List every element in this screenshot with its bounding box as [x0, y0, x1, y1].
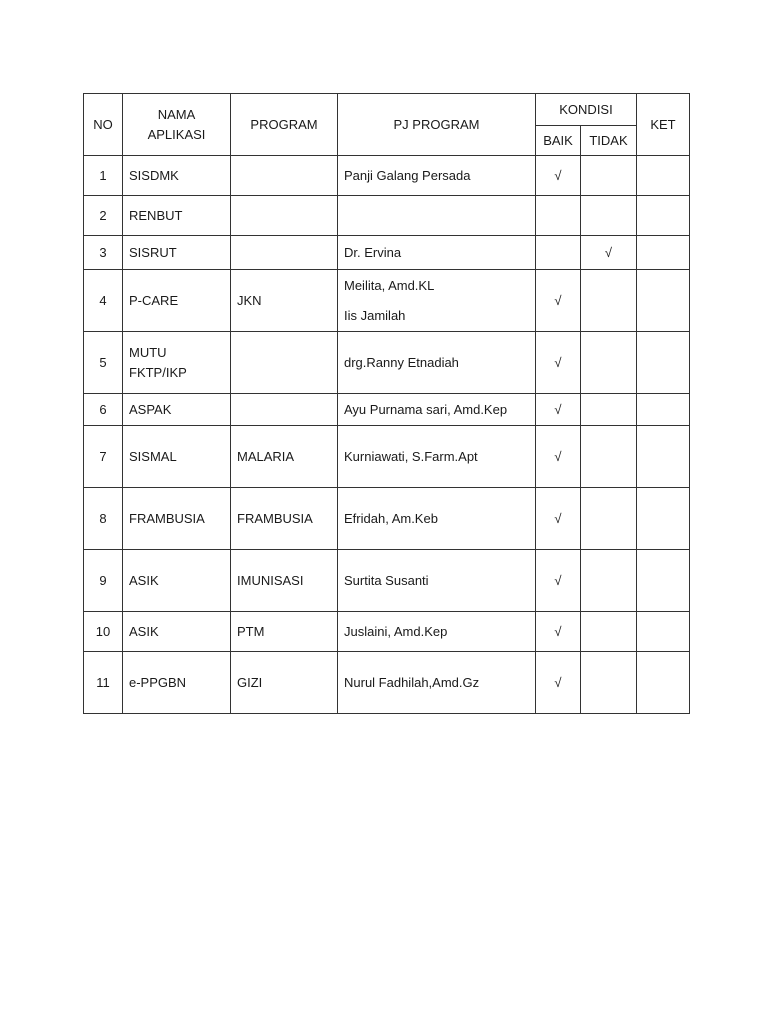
cell-no: 6 — [84, 394, 123, 426]
cell-program: JKN — [231, 270, 338, 332]
cell-ket — [637, 156, 690, 196]
cell-no: 5 — [84, 332, 123, 394]
cell-nama-line1: MUTU — [129, 344, 167, 360]
header-ket: KET — [637, 94, 690, 156]
cell-nama: RENBUT — [123, 196, 231, 236]
header-program: PROGRAM — [231, 94, 338, 156]
cell-pj: Dr. Ervina — [338, 236, 536, 270]
cell-tidak — [581, 196, 637, 236]
cell-nama: SISMAL — [123, 426, 231, 488]
cell-baik: √ — [536, 488, 581, 550]
cell-no: 2 — [84, 196, 123, 236]
cell-no: 1 — [84, 156, 123, 196]
cell-tidak — [581, 612, 637, 652]
cell-tidak — [581, 156, 637, 196]
cell-ket — [637, 550, 690, 612]
header-row — [84, 94, 690, 126]
table-row — [84, 394, 690, 426]
cell-pj-line1: Meilita, Amd.KL — [344, 277, 435, 293]
cell-nama — [123, 332, 231, 394]
table-row — [84, 488, 690, 550]
cell-nama: ASPAK — [123, 394, 231, 426]
cell-program — [231, 156, 338, 196]
header-nama-aplikasi — [123, 94, 231, 156]
cell-no: 3 — [84, 236, 123, 270]
cell-pj — [338, 196, 536, 236]
cell-ket — [637, 488, 690, 550]
cell-nama: SISRUT — [123, 236, 231, 270]
cell-no: 9 — [84, 550, 123, 612]
cell-program — [231, 394, 338, 426]
cell-tidak — [581, 652, 637, 714]
table-row — [84, 156, 690, 196]
cell-ket — [637, 612, 690, 652]
cell-baik: √ — [536, 394, 581, 426]
cell-tidak — [581, 488, 637, 550]
cell-no: 11 — [84, 652, 123, 714]
cell-baik: √ — [536, 550, 581, 612]
cell-baik — [536, 236, 581, 270]
cell-program: MALARIA — [231, 426, 338, 488]
cell-baik: √ — [536, 426, 581, 488]
cell-baik: √ — [536, 156, 581, 196]
header-pj-program: PJ PROGRAM — [338, 94, 536, 156]
cell-baik — [536, 196, 581, 236]
cell-pj: Juslaini, Amd.Kep — [338, 612, 536, 652]
cell-pj — [338, 270, 536, 332]
cell-ket — [637, 652, 690, 714]
cell-no: 10 — [84, 612, 123, 652]
header-tidak: TIDAK — [581, 126, 637, 156]
cell-nama: SISDMK — [123, 156, 231, 196]
table-row — [84, 332, 690, 394]
cell-no: 4 — [84, 270, 123, 332]
cell-tidak — [581, 332, 637, 394]
cell-ket — [637, 332, 690, 394]
cell-pj: Ayu Purnama sari, Amd.Kep — [338, 394, 536, 426]
cell-baik: √ — [536, 612, 581, 652]
cell-pj: Kurniawati, S.Farm.Apt — [338, 426, 536, 488]
cell-pj: Efridah, Am.Keb — [338, 488, 536, 550]
cell-tidak — [581, 426, 637, 488]
table-row — [84, 550, 690, 612]
cell-program — [231, 332, 338, 394]
table-row — [84, 270, 690, 332]
table-row — [84, 196, 690, 236]
cell-baik: √ — [536, 270, 581, 332]
cell-tidak — [581, 270, 637, 332]
table-row — [84, 652, 690, 714]
cell-nama: P-CARE — [123, 270, 231, 332]
cell-no: 8 — [84, 488, 123, 550]
cell-ket — [637, 394, 690, 426]
cell-tidak — [581, 394, 637, 426]
cell-nama: FRAMBUSIA — [123, 488, 231, 550]
cell-ket — [637, 196, 690, 236]
cell-program: FRAMBUSIA — [231, 488, 338, 550]
cell-program: IMUNISASI — [231, 550, 338, 612]
cell-tidak — [581, 550, 637, 612]
cell-nama-line2: FKTP/IKP — [129, 364, 187, 380]
header-baik: BAIK — [536, 126, 581, 156]
cell-no: 7 — [84, 426, 123, 488]
table-row — [84, 612, 690, 652]
cell-pj-line2: Iis Jamilah — [344, 307, 406, 323]
cell-program — [231, 236, 338, 270]
cell-ket — [637, 426, 690, 488]
cell-ket — [637, 270, 690, 332]
cell-baik: √ — [536, 332, 581, 394]
table-row — [84, 426, 690, 488]
table-row — [84, 236, 690, 270]
cell-pj: Panji Galang Persada — [338, 156, 536, 196]
cell-baik: √ — [536, 652, 581, 714]
header-no: NO — [84, 94, 123, 156]
cell-ket — [637, 236, 690, 270]
cell-nama: ASIK — [123, 550, 231, 612]
spacer — [344, 296, 529, 306]
cell-pj: drg.Ranny Etnadiah — [338, 332, 536, 394]
cell-tidak: √ — [581, 236, 637, 270]
cell-program: GIZI — [231, 652, 338, 714]
cell-nama: e-PPGBN — [123, 652, 231, 714]
header-nama-line2: APLIKASI — [147, 126, 206, 142]
application-status-table — [83, 93, 690, 714]
cell-program: PTM — [231, 612, 338, 652]
header-kondisi: KONDISI — [536, 94, 637, 126]
cell-nama: ASIK — [123, 612, 231, 652]
cell-pj: Surtita Susanti — [338, 550, 536, 612]
header-nama-line1: NAMA — [157, 106, 196, 122]
cell-pj: Nurul Fadhilah,Amd.Gz — [338, 652, 536, 714]
cell-program — [231, 196, 338, 236]
